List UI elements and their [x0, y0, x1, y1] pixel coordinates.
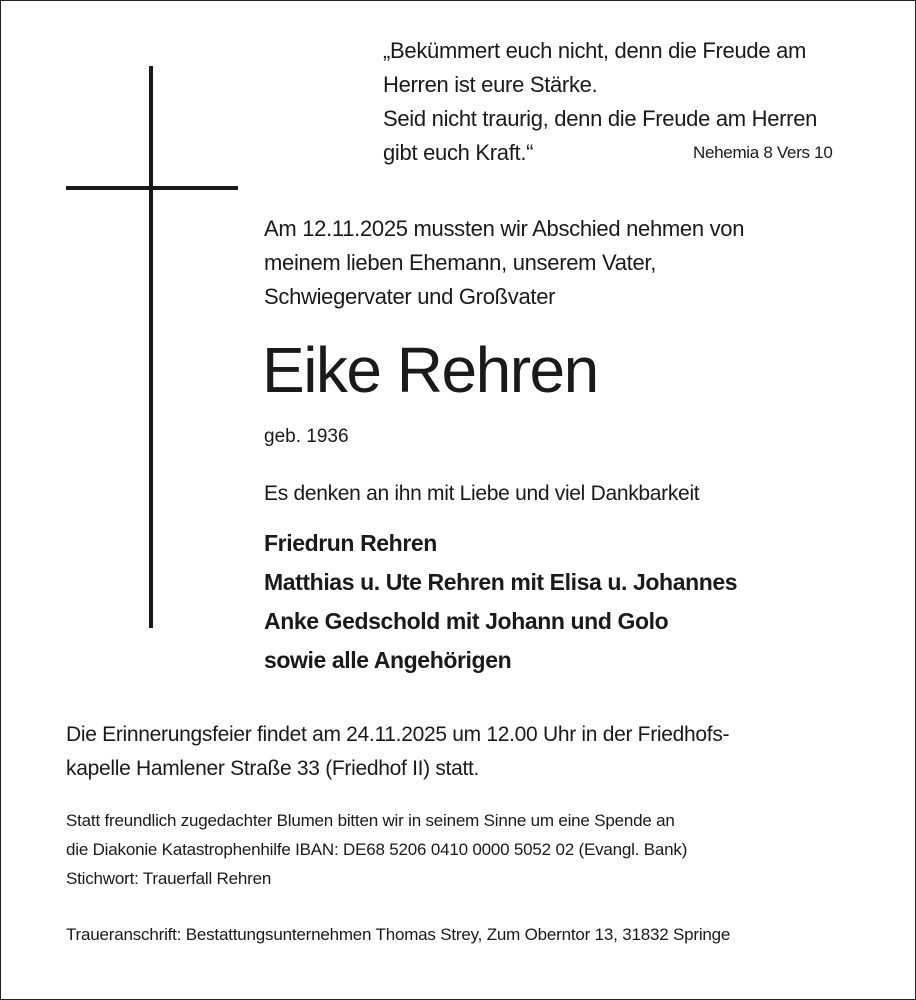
donation-line: Statt freundlich zugedachter Blumen bitten wir in seinem Sinne um eine Spende an: [66, 811, 675, 830]
deceased-name: Eike Rehren: [262, 334, 598, 406]
intro-text: [264, 212, 884, 314]
donation-info: [66, 806, 866, 893]
mourner-item: sowie alle Angehörigen: [264, 647, 512, 673]
mourners-list: [264, 524, 737, 680]
bible-quote: [383, 34, 883, 170]
quote-reference: Nehemia 8 Vers 10: [693, 143, 833, 162]
birth-year: geb. 1936: [264, 426, 349, 447]
donation-line: Stichwort: Trauerfall Rehren: [66, 869, 272, 888]
intro-line: Schwiegervater und Großvater: [264, 284, 556, 309]
intro-line: Am 12.11.2025 mussten wir Abschied nehmen von: [264, 216, 745, 241]
cross-vertical-bar: [149, 66, 153, 628]
quote-line: gibt euch Kraft.“: [383, 140, 534, 165]
cross-horizontal-bar: [66, 186, 238, 190]
mourner-item: Friedrun Rehren: [264, 530, 437, 556]
mourning-address: Traueranschrift: Bestattungsunternehmen Thomas Strey, Zum Oberntor 13, 31832 Springe: [66, 925, 731, 944]
quote-line: Seid nicht traurig, denn die Freude am Herren: [383, 106, 818, 131]
ceremony-info: [66, 718, 866, 786]
intro-line: meinem lieben Ehemann, unserem Vater,: [264, 250, 657, 275]
quote-line: Herren ist eure Stärke.: [383, 72, 598, 97]
remember-text: Es denken an ihn mit Liebe und viel Dankbarkeit: [264, 482, 700, 505]
donation-line: die Diakonie Katastrophenhilfe IBAN: DE68 5206 0410 0000 5052 02 (Evangl. Bank): [66, 840, 688, 859]
ceremony-line: Die Erinnerungsfeier findet am 24.11.2025 um 12.00 Uhr in der Friedhofs-: [66, 723, 730, 746]
quote-line: „Bekümmert euch nicht, denn die Freude am: [383, 38, 807, 63]
mourner-item: Anke Gedschold mit Johann und Golo: [264, 608, 669, 634]
ceremony-line: kapelle Hamlener Straße 33 (Friedhof II) statt.: [66, 757, 480, 780]
mourner-item: Matthias u. Ute Rehren mit Elisa u. Johannes: [264, 569, 738, 595]
